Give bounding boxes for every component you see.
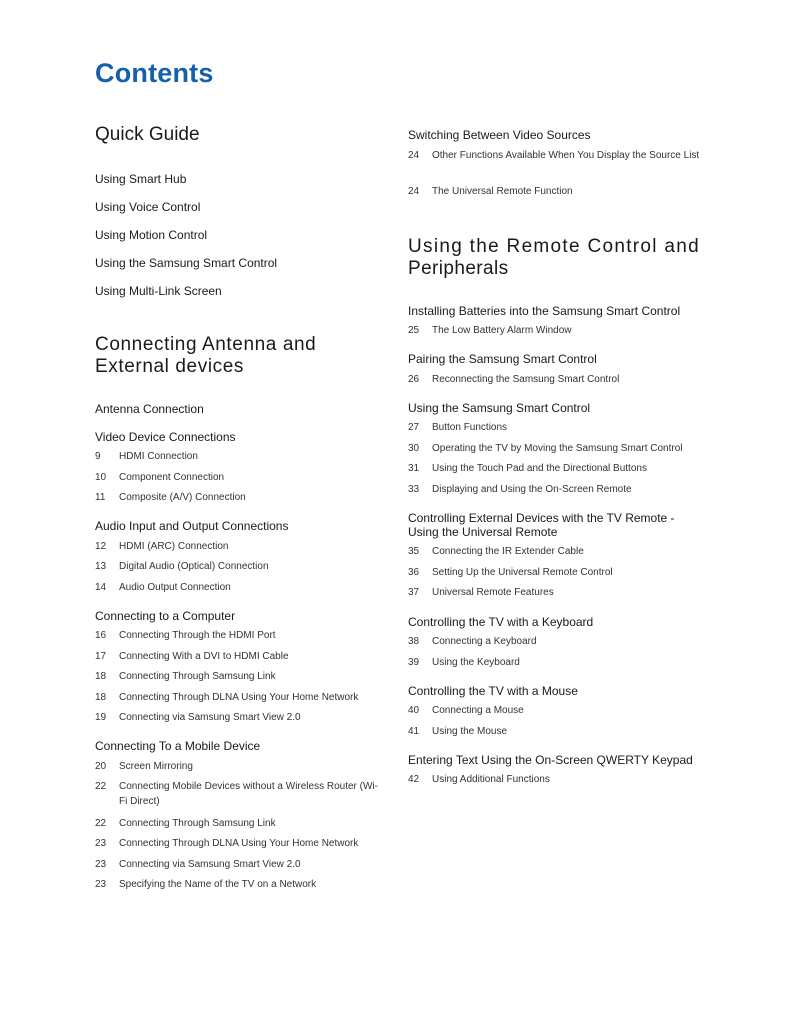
toc-item-text: HDMI Connection [119,451,198,462]
toc-item[interactable] [408,323,572,338]
toc-item-text: Operating the TV by Moving the Samsung Smart Control [432,443,683,454]
toc-item[interactable] [95,759,193,774]
toc-page-number: 9 [95,451,101,462]
toc-item-text: The Low Battery Alarm Window [432,325,572,336]
toc-subheading[interactable]: Controlling External Devices with the TV Remote - [408,511,675,525]
toc-page-number: 37 [408,587,420,598]
toc-item-text: Connecting Mobile Devices without a Wireless Router (Wi-Fi Direct) [119,781,378,807]
toc-item-text: Connecting Through Samsung Link [119,818,276,829]
toc-page-number: 18 [95,671,107,682]
page-title: Contents [95,58,214,88]
toc-subheading[interactable]: Installing Batteries into the Samsung Smart Control [408,304,681,318]
toc-item[interactable] [408,772,550,787]
toc-item-text: Screen Mirroring [119,761,193,772]
toc-page-number: 39 [408,657,420,668]
toc-item-text: Connecting a Keyboard [432,636,537,647]
toc-item[interactable] [95,628,276,643]
toc-item-text: Connecting With a DVI to HDMI Cable [119,651,289,662]
toc-item[interactable] [95,877,316,892]
toc-page-number: 42 [408,774,420,785]
toc-item-text: Button Functions [432,422,508,433]
toc-page-number: 18 [95,692,107,703]
toc-page-number: 24 [408,186,420,197]
toc-item[interactable] [95,816,276,831]
toc-page-number: 27 [408,422,420,433]
toc-item[interactable] [95,490,246,505]
toc-subheading[interactable]: Connecting to a Computer [95,609,236,623]
toc-item-text: The Universal Remote Function [432,186,573,197]
toc-item[interactable] [95,710,301,725]
toc-subheading-line2[interactable]: Using the Universal Remote [408,525,558,539]
section-heading-remote-line2: Peripherals [408,258,509,279]
toc-page-number: 40 [408,705,420,716]
toc-link[interactable]: Antenna Connection [95,402,204,416]
toc-page-number: 38 [408,636,420,647]
toc-item-text: Digital Audio (Optical) Connection [119,561,269,572]
toc-item-text: Connecting Through DLNA Using Your Home Network [119,838,359,849]
toc-item-text: Composite (A/V) Connection [119,492,246,503]
toc-page-number: 19 [95,712,107,723]
toc-page-number: 25 [408,325,420,336]
toc-item-text: Universal Remote Features [432,587,554,598]
toc-item[interactable] [408,482,632,497]
toc-item[interactable] [95,649,289,664]
toc-page-number: 22 [95,781,107,792]
toc-link[interactable]: Using Smart Hub [95,172,187,186]
section-heading-quick-guide: Quick Guide [95,124,200,145]
toc-page-number: 12 [95,541,107,552]
toc-item[interactable] [408,420,507,435]
toc-page-number: 20 [95,761,107,772]
toc-item[interactable] [408,148,708,163]
section-heading-remote: Using the Remote Control and [408,236,700,257]
toc-item-text: Connecting Through Samsung Link [119,671,276,682]
toc-item-text: Component Connection [119,472,225,483]
toc-page-number: 14 [95,582,107,593]
toc-item[interactable] [408,184,573,199]
toc-item[interactable] [408,461,647,476]
toc-item[interactable] [95,690,358,705]
toc-item-text: Other Functions Available When You Display the Source List [432,150,700,161]
toc-item[interactable] [95,539,228,554]
toc-item-text: Audio Output Connection [119,582,231,593]
toc-item-text: Setting Up the Universal Remote Control [432,567,613,578]
toc-subheading[interactable]: Video Device Connections [95,430,236,444]
toc-link[interactable]: Using Multi-Link Screen [95,284,222,298]
toc-page-number: 26 [408,374,420,385]
toc-item[interactable] [408,441,683,456]
toc-item-text: HDMI (ARC) Connection [119,541,229,552]
toc-item[interactable] [408,372,619,387]
toc-page-number: 30 [408,443,420,454]
toc-page-number: 23 [95,879,107,890]
toc-subheading[interactable]: Controlling the TV with a Keyboard [408,615,594,629]
toc-item[interactable] [95,559,269,574]
toc-item[interactable] [95,836,358,851]
toc-subheading[interactable]: Connecting To a Mobile Device [95,739,261,753]
toc-item-text: Connecting Through DLNA Using Your Home Network [119,692,359,703]
toc-item[interactable] [408,724,507,739]
toc-page-number: 31 [408,463,420,474]
toc-item[interactable] [408,544,584,559]
toc-page-number: 33 [408,484,420,495]
toc-item-text: Connecting via Samsung Smart View 2.0 [119,859,301,870]
toc-subheading[interactable]: Switching Between Video Sources [408,128,591,142]
toc-item[interactable] [95,470,224,485]
toc-page-number: 23 [95,859,107,870]
toc-item-text: Displaying and Using the On-Screen Remote [432,484,632,495]
toc-item-text: Using the Keyboard [432,657,520,668]
toc-item-text: Connecting the IR Extender Cable [432,546,584,557]
toc-page-number: 41 [408,726,420,737]
toc-page-number: 13 [95,561,107,572]
toc-item[interactable] [408,634,537,649]
toc-item-text: Reconnecting the Samsung Smart Control [432,374,620,385]
toc-item[interactable] [95,449,198,464]
toc-link[interactable]: Using Motion Control [95,228,208,242]
toc-page-number: 11 [95,492,106,503]
toc-subheading[interactable]: Using the Samsung Smart Control [408,401,591,415]
toc-subheading[interactable]: Audio Input and Output Connections [95,519,289,533]
toc-page-number: 36 [408,567,420,578]
toc-item-text: Specifying the Name of the TV on a Network [119,879,317,890]
toc-item-text: Using the Touch Pad and the Directional Buttons [432,463,647,474]
toc-subheading[interactable]: Controlling the TV with a Mouse [408,684,578,698]
toc-item-text: Connecting a Mouse [432,705,524,716]
toc-item-text: Using the Mouse [432,726,508,737]
toc-item[interactable] [408,565,613,580]
toc-item[interactable] [408,655,520,670]
toc-item[interactable] [95,857,301,872]
toc-item[interactable] [408,585,554,600]
toc-item-text: Using Additional Functions [432,774,550,785]
toc-page-number: 10 [95,472,107,483]
toc-page-number: 17 [95,651,107,662]
toc-item-text: Connecting Through the HDMI Port [119,630,276,641]
toc-item[interactable] [95,669,276,684]
toc-page-number: 16 [95,630,107,641]
toc-item-text: Connecting via Samsung Smart View 2.0 [119,712,301,723]
toc-page-number: 35 [408,546,420,557]
toc-page-number: 23 [95,838,107,849]
section-heading-connecting: Connecting Antenna and External devices [95,334,317,377]
toc-subheading[interactable]: Pairing the Samsung Smart Control [408,352,597,366]
toc-item[interactable] [95,779,385,809]
toc-page-number: 22 [95,818,107,829]
toc-link[interactable]: Using Voice Control [95,200,201,214]
toc-subheading[interactable]: Entering Text Using the On-Screen QWERTY Keypad [408,753,693,767]
toc-link[interactable]: Using the Samsung Smart Control [95,256,278,270]
toc-item[interactable] [95,580,231,595]
toc-page-number: 24 [408,150,420,161]
toc-item[interactable] [408,703,524,718]
